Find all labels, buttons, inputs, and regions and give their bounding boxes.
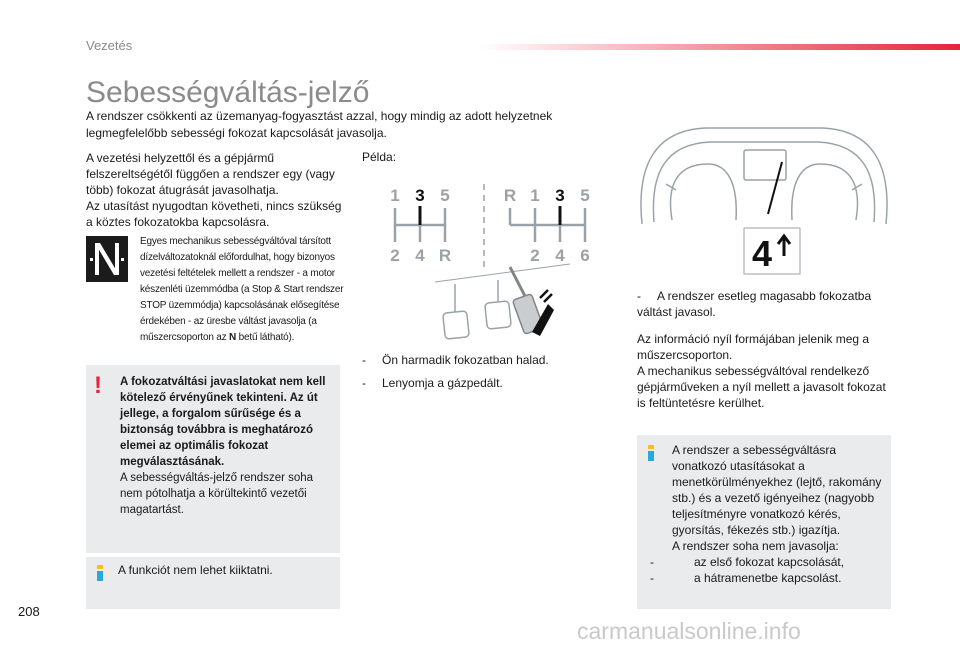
left-paragraph bbox=[86, 150, 346, 230]
warning-text bbox=[120, 374, 335, 518]
info-text-deactivation: A funkciót nem lehet kiiktatni. bbox=[118, 563, 273, 577]
example-item-1-text: Ön harmadik fokozatban halad. bbox=[382, 353, 549, 367]
info2-list-item-1: az első fokozat kapcsolását, bbox=[694, 555, 845, 569]
info-icon bbox=[97, 565, 103, 581]
warning-bold-text: A fokozatváltási javaslatokat nem kell kötelező érvényűnek tekinteni. Az út jellege, a forgalom sűrűsége és a biztonság továbbra is meghatározó elemei az optimális fokozat megválasztásának. bbox=[120, 376, 326, 468]
pedal-press-arrow-lines bbox=[540, 290, 552, 302]
pedals-illustration bbox=[435, 264, 570, 339]
gear-right-top-5: 5 bbox=[580, 186, 590, 205]
gear-example-illustration bbox=[360, 172, 610, 352]
gear-left-bottom-2: 2 bbox=[390, 246, 400, 265]
neutral-letter: N bbox=[229, 332, 237, 343]
right-paragraph bbox=[637, 331, 897, 411]
example-item-1: - Ön harmadik fokozatban halad. bbox=[362, 353, 549, 367]
info-text-adaptation bbox=[650, 442, 887, 586]
info2-never: A rendszer soha nem javasolja: bbox=[672, 539, 839, 553]
gear-right-bottom-2: 2 bbox=[530, 246, 540, 265]
info2-list-item: - az első fokozat kapcsolását, bbox=[650, 555, 845, 569]
example-label: Példa: bbox=[362, 150, 397, 164]
instrument-cluster-illustration bbox=[636, 124, 892, 280]
gear-right-bottom-4: 4 bbox=[555, 246, 565, 265]
gear-right-top-3: 3 bbox=[555, 186, 565, 205]
gear-left-top-5: 5 bbox=[440, 186, 450, 205]
gear-left-top-3: 3 bbox=[415, 186, 425, 205]
left-paragraph-1: A vezetési helyzettől és a gépjármű felszereltségétől függően a rendszer egy (vagy több) fokozat átugrását javasolhatja. bbox=[86, 151, 335, 197]
example-item-2-text: Lenyomja a gázpedált. bbox=[382, 376, 503, 390]
neutral-note bbox=[140, 234, 345, 346]
left-paragraph-2: Az utasítást nyugodtan követheti, nincs szükség a köztes fokozatokba kapcsolásra. bbox=[86, 199, 342, 229]
neutral-gear-icon bbox=[86, 236, 128, 282]
header-accent-bar bbox=[480, 44, 960, 50]
example-item-2: - Lenyomja a gázpedált. bbox=[362, 376, 503, 390]
gear-right-top-r: R bbox=[503, 186, 517, 205]
info-icon bbox=[648, 445, 654, 461]
right-item: - A rendszer esetleg magasabb fokozatba váltást javasol. bbox=[637, 289, 872, 319]
warning-exclamation-icon: ! bbox=[94, 372, 102, 399]
watermark: carmanualsonline.info bbox=[577, 618, 801, 644]
warning-normal-text: A sebességváltás-jelző rendszer soha nem pótolhatja a körültekintő vezetői magatartást. bbox=[120, 472, 314, 516]
cluster-pointer-line bbox=[768, 162, 782, 214]
info2-paragraph: A rendszer a sebességváltásra vonatkozó utasításokat a menetkörülményekhez (lejtő, rakomány stb.) és a vezető igényeihez (nagyobb teljesítményre vonatkozó kérés, gyorsítás, fékezés stb.) igazítja. bbox=[672, 443, 882, 537]
right-paragraph-1: Az információ nyíl formájában jelenik meg a műszercsoporton. bbox=[637, 332, 870, 362]
section-title: Vezetés bbox=[86, 38, 133, 53]
cluster-display-zoom bbox=[744, 228, 800, 274]
gear-left-bottom-4: 4 bbox=[415, 246, 425, 265]
info2-list-item-2: a hátramenetbe kapcsolást. bbox=[694, 571, 842, 585]
gear-right-top-1: 1 bbox=[530, 186, 540, 205]
neutral-note-text: Egyes mechanikus sebességváltóval társított dízelváltozatoknál előfordulhat, hogy bizonyos vezetési feltételek mellett a rendszer - a motor készenléti üzemmódba (a Stop & Start rendszer STOP üzemmódja) kapcsolásának elősegítése érdekében - az üresbe váltást javasolja (a műszercsoporton az bbox=[140, 236, 344, 343]
page-title: Sebességváltás-jelző bbox=[86, 76, 370, 109]
gear-right-shift-pattern bbox=[510, 208, 585, 242]
cluster-gear-digit: 4 bbox=[751, 233, 773, 274]
right-item-text: A rendszer esetleg magasabb fokozatba váltást javasol. bbox=[637, 289, 872, 319]
gear-left-bottom-r: R bbox=[438, 246, 452, 265]
info2-list-item: - a hátramenetbe kapcsolást. bbox=[650, 571, 842, 585]
gear-left-top-1: 1 bbox=[390, 186, 400, 205]
right-paragraph-2: A mechanikus sebességváltóval rendelkező gépjárműveken a nyíl mellett a javasolt fokozat is feltüntetésre kerülhet. bbox=[637, 364, 886, 410]
page-number: 208 bbox=[18, 604, 40, 619]
intro-paragraph: A rendszer csökkenti az üzemanyag-fogyasztást azzal, hogy mindig az adott helyzetnek legmegfelelőbb sebességi fokozat kapcsolását javasolja. bbox=[86, 109, 553, 140]
gear-right-bottom-6: 6 bbox=[580, 246, 590, 265]
neutral-note-end: betű látható). bbox=[236, 332, 295, 343]
